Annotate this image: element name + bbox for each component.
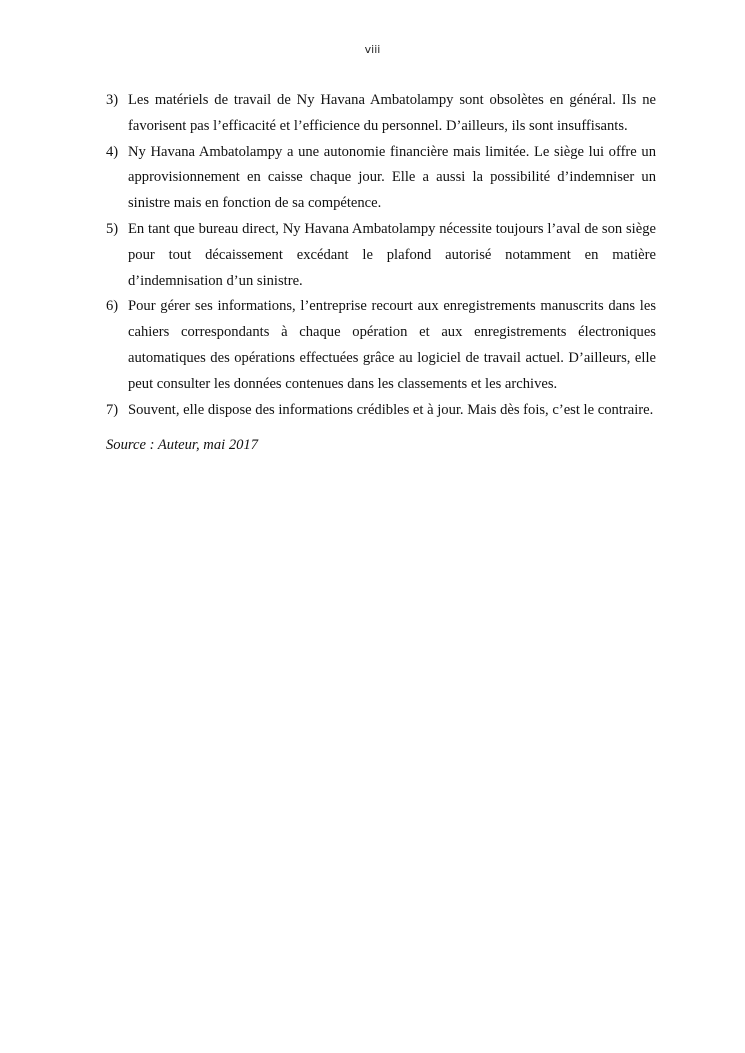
page-number: viii <box>364 43 381 56</box>
list-item <box>106 140 656 217</box>
list-item-number: 3) <box>106 92 119 108</box>
document-body <box>106 88 656 458</box>
list-item-text: En tant que bureau direct, Ny Havana Ambatolampy nécessite toujours l’aval de son siège pour tout décaissement excédant le plafond autorisé notamment en matière d’indemnisation d’un sinistre. <box>128 220 656 289</box>
list-item <box>106 294 656 397</box>
list-item-text: Ny Havana Ambatolampy a une autonomie financière mais limitée. Le siège lui offre un approvisionnement en caisse chaque jour. Elle a aussi la possibilité d’indemniser un sinistre mais en fonction de sa compétence. <box>128 143 656 212</box>
list-item <box>106 88 656 140</box>
list-item-number: 7) <box>106 401 119 418</box>
list-item-number: 5) <box>106 220 119 237</box>
source-citation: Source : Auteur, mai 2017 <box>106 437 259 454</box>
list-item <box>106 398 656 424</box>
list-item-text: Souvent, elle dispose des informations crédibles et à jour. Mais dès fois, c’est le contraire. <box>128 401 654 418</box>
list-item-text: Pour gérer ses informations, l’entreprise recourt aux enregistrements manuscrits dans les cahiers correspondants à chaque opération et aux enregistrements électroniques automatiques des opérations effectuées grâce au logiciel de travail actuel. D’ailleurs, elle peut consulter les données contenues dans les classements et les archives. <box>128 298 656 392</box>
list-item <box>106 217 656 294</box>
list-item-text: Les matériels de travail de Ny Havana Ambatolampy sont obsolètes en général. Ils ne favorisent pas l’efficacité et l’efficience du personnel. D’ailleurs, ils sont insuffisants. <box>128 92 656 134</box>
list-item-number: 4) <box>106 143 119 160</box>
list-item-number: 6) <box>106 298 119 315</box>
